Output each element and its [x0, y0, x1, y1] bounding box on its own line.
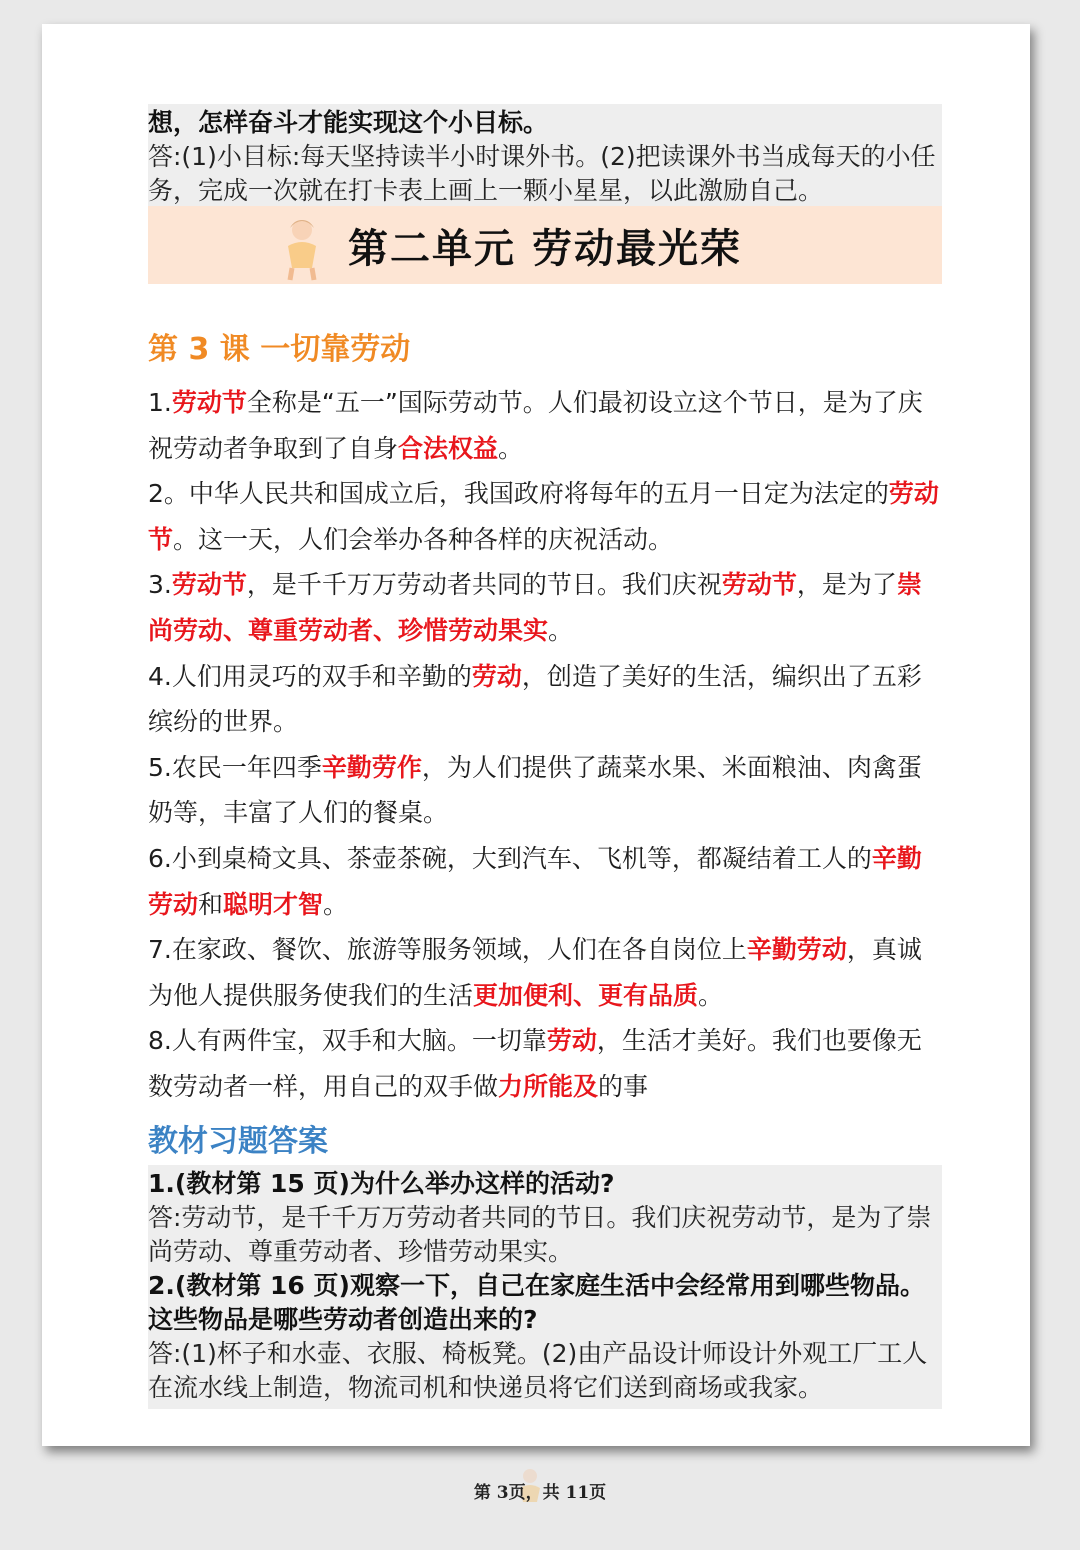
highlight-text: 聪明才智: [223, 889, 324, 919]
point-text: ，真诚为他人提供服务使我们的生活: [148, 935, 922, 1010]
unit-title: 第二单元 劳动最光荣: [348, 225, 742, 272]
exercise-question: 2.(教材第 16 页)观察一下，自己在家庭生活中会经常用到哪些物品。这些物品是哪些劳动者创造出来的?: [148, 1271, 925, 1334]
point-text: 8.人有两件宝，双手和大脑。一切靠: [148, 1026, 547, 1056]
highlight-text: 更加便利、更有品质: [473, 980, 699, 1010]
point-text: 7.在家政、餐饮、旅游等服务领域，人们在各自岗位上: [148, 935, 747, 965]
highlight-text: 劳动节: [148, 479, 939, 554]
point-text: 。: [548, 615, 574, 645]
highlight-text: 辛勤劳动: [148, 843, 922, 919]
knowledge-point: [148, 562, 942, 653]
point-text: 。: [498, 433, 524, 463]
point-text: 全称是“五一”国际劳动节。人们最初设立这个节日，是为了庆祝劳动者争取到了自身: [148, 388, 923, 463]
point-text: 和: [198, 889, 224, 919]
page-number: 第 3页，共 11页: [473, 1483, 607, 1503]
knowledge-point: [148, 380, 942, 471]
question-text: 想，怎样奋斗才能实现这个小目标。: [148, 108, 549, 137]
point-text: 。: [698, 980, 724, 1010]
highlight-text: 崇尚劳动、尊重劳动者、珍惜劳动果实: [148, 570, 922, 645]
exercise-answer: 答:劳动节，是千千万万劳动者共同的节日。我们庆祝劳动节，是为了崇尚劳动、尊重劳动者、珍惜劳动果实。: [148, 1203, 932, 1266]
lesson-title: 第 3 课 一切靠劳动: [148, 332, 411, 367]
exercise-question: 1.(教材第 15 页)为什么举办这样的活动?: [148, 1169, 615, 1198]
exercise-answers-block: [148, 1165, 942, 1409]
knowledge-point: [148, 471, 942, 562]
highlight-text: 劳动: [546, 1026, 597, 1056]
document-page: [42, 24, 1030, 1446]
point-text: ，为人们提供了蔬菜水果、米面粮油、肉禽蛋奶等，丰富了人们的餐桌。: [148, 752, 922, 828]
exercise-answer: 答:(1)杯子和水壶、衣服、椅板凳。(2)由产品设计师设计外观工厂工人在流水线上制造，物流司机和快递员将它们送到商场或我家。: [148, 1339, 928, 1402]
highlight-text: 合法权益: [398, 433, 499, 463]
point-text: 6.小到桌椅文具、茶壶茶碗，大到汽车、飞机等，都凝结着工人的: [148, 843, 872, 873]
point-text: 1.: [148, 388, 172, 417]
knowledge-point: [148, 654, 942, 745]
highlight-text: 辛勤劳作: [321, 752, 422, 782]
point-text: 的事: [598, 1071, 649, 1101]
point-text: 2。中华人民共和国成立后，我国政府将每年的五月一日定为法定的: [148, 479, 889, 509]
highlight-text: 劳动: [471, 661, 522, 691]
page-footer: [0, 1478, 1080, 1503]
point-text: 5.农民一年四季: [148, 752, 322, 782]
point-text: 。: [323, 889, 349, 919]
knowledge-points: [148, 380, 942, 1110]
answer-text: 答:(1)小目标:每天坚持读半小时课外书。(2)把读课外书当成每天的小任务，完成一次就在打卡表上画上一颗小星星，以此激励自己。: [148, 142, 936, 205]
point-text: 3.: [148, 570, 172, 600]
highlight-text: 劳动节: [171, 388, 247, 417]
point-text: 。这一天，人们会举办各种各样的庆祝活动。: [173, 524, 674, 554]
highlight-text: 劳动节: [171, 570, 247, 600]
knowledge-point: [148, 1018, 942, 1109]
knowledge-point: [148, 745, 942, 836]
knowledge-point: [148, 836, 942, 927]
highlight-text: 力所能及: [498, 1071, 599, 1101]
highlight-text: 辛勤劳动: [746, 935, 847, 965]
point-text: ，创造了美好的生活，编织出了五彩缤纷的世界。: [148, 661, 922, 737]
unit-banner: [148, 206, 942, 284]
highlight-text: 劳动节: [721, 570, 797, 600]
exercise-section-title: 教材习题答案: [148, 1124, 328, 1159]
knowledge-point: [148, 927, 942, 1018]
cartoon-girl-icon: [266, 212, 336, 282]
point-text: ，生活才美好。我们也要像无数劳动者一样，用自己的双手做: [148, 1026, 922, 1101]
previous-question-block: [148, 104, 942, 208]
point-text: 4.人们用灵巧的双手和辛勤的: [148, 661, 472, 691]
point-text: ，是千千万万劳动者共同的节日。我们庆祝: [246, 570, 722, 600]
point-text: ，是为了: [796, 570, 897, 600]
